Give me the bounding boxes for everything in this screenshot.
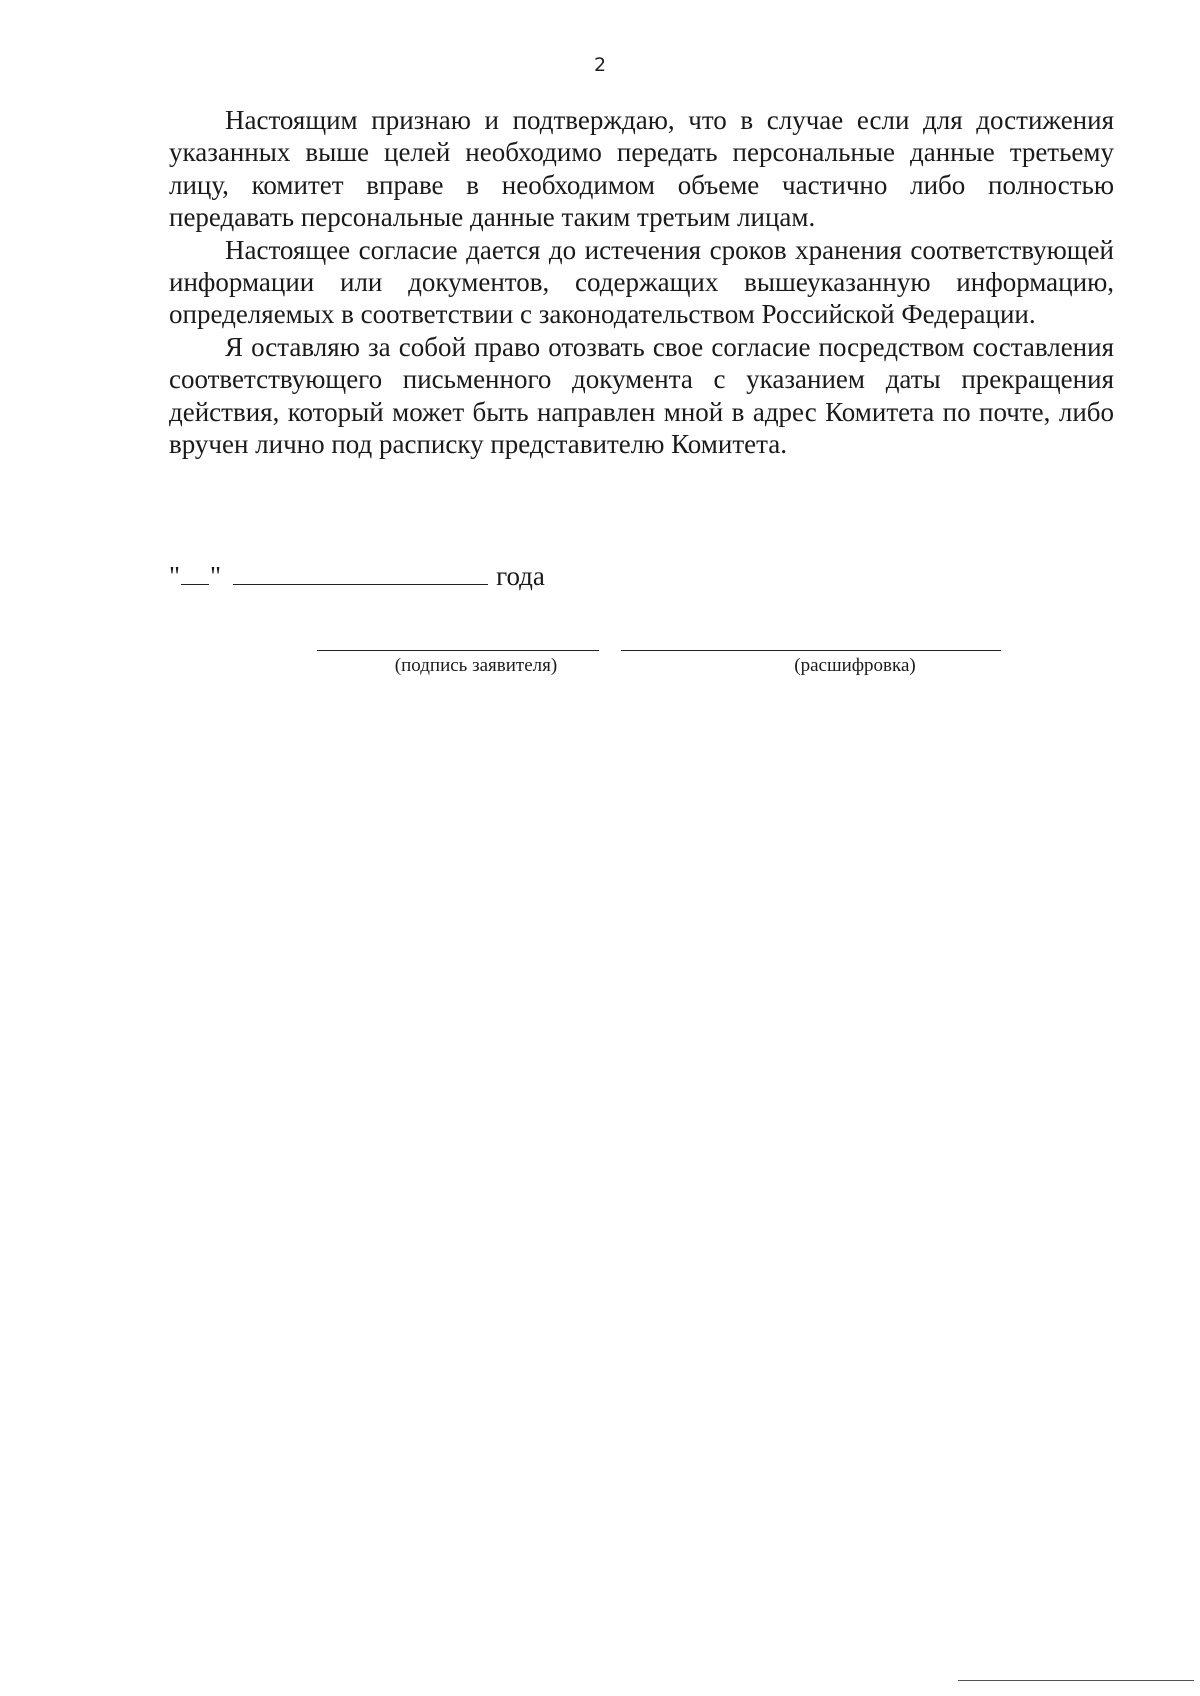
paragraph-consent-revocation: Я оставляю за собой право отозвать свое согласие посредством составления соответствующего письменного документа с указанием даты прекращения действия, который может быть направлен мной в адрес Комитета по почте, либо вручен лично под расписку представителю Комитета. [169,331,1114,460]
date-open-quote: " [169,561,181,591]
page-number: 2 [593,54,607,76]
transcript-signature-caption: (расшифровка) [794,655,916,676]
date-day-blank [181,562,209,585]
transcript-signature-line [621,650,1001,651]
paragraph-consent-duration: Настоящее согласие дается до истечения сроков хранения соответствующей информации или документов, содержащих вышеуказанную информацию, определяемых в соответствии с законодательством Российской Федерации. [169,234,1114,330]
date-year-suffix: года [496,561,545,591]
scan-edge-line [958,1680,1194,1681]
date-month-blank [233,562,488,585]
date-field [169,560,545,592]
applicant-signature-line [317,650,599,651]
paragraph-third-party-transfer: Настоящим признаю и подтверждаю, что в случае если для достижения указанных выше целей необходимо передать персональные данные третьему лицу, комитет вправе в необходимом объеме частично либо полностью передавать персональные данные таким третьим лицам. [169,105,1114,233]
document-body [169,104,1114,460]
applicant-signature-caption: (подпись заявителя) [394,655,558,676]
date-close-quote: " [210,561,222,591]
